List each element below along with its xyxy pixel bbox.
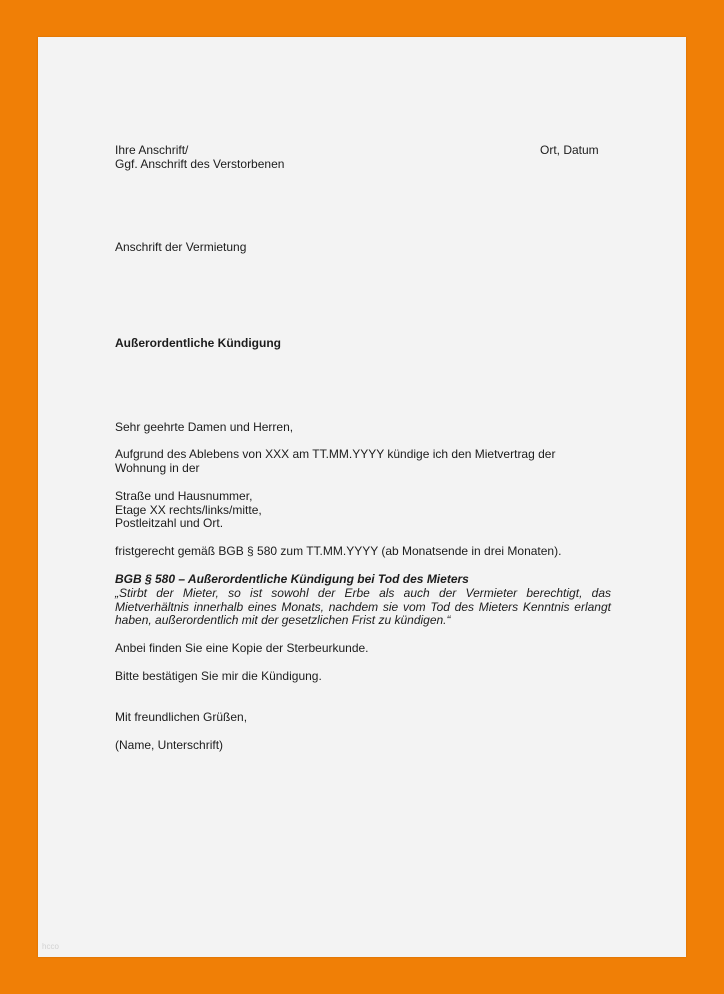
termination-deadline: fristgerecht gemäß BGB § 580 zum TT.MM.YYYY (ab Monatsende in drei Monaten). (115, 544, 562, 558)
confirmation-request: Bitte bestätigen Sie mir die Kündigung. (115, 669, 322, 683)
address-floor: Etage XX rechts/links/mitte, (115, 503, 262, 517)
salutation: Sehr geehrte Damen und Herren, (115, 420, 294, 434)
closing-greeting: Mit freundlichen Grüßen, (115, 710, 248, 724)
subject-line: Außerordentliche Kündigung (115, 336, 281, 350)
intro-line2: Wohnung in der (115, 461, 200, 475)
address-city: Postleitzahl und Ort. (115, 516, 224, 530)
letter-page (38, 37, 686, 957)
sender-address-line1: Ihre Anschrift/ (115, 143, 189, 157)
watermark: hcco (42, 942, 59, 951)
sender-address-line2: Ggf. Anschrift des Verstorbenen (115, 157, 285, 171)
signature-placeholder: (Name, Unterschrift) (115, 738, 224, 752)
attachment-note: Anbei finden Sie eine Kopie der Sterbeurkunde. (115, 641, 369, 655)
intro-line1: Aufgrund des Ablebens von XXX am TT.MM.YYYY kündige ich den Mietvertrag der (115, 447, 556, 461)
place-date: Ort, Datum (540, 143, 599, 157)
law-title: BGB § 580 – Außerordentliche Kündigung bei Tod des Mieters (115, 572, 469, 586)
law-quote: „Stirbt der Mieter, so ist sowohl der Erbe als auch der Vermieter berechtigt, das Mietverhältnis innerhalb eines Monats, nachdem sie vom Tod des Mieters Kenntnis erlangt haben, außerordentlich mit der gesetzlichen Frist zu kündigen.“ (115, 586, 611, 627)
address-street: Straße und Hausnummer, (115, 489, 253, 503)
recipient-address: Anschrift der Vermietung (115, 240, 247, 254)
